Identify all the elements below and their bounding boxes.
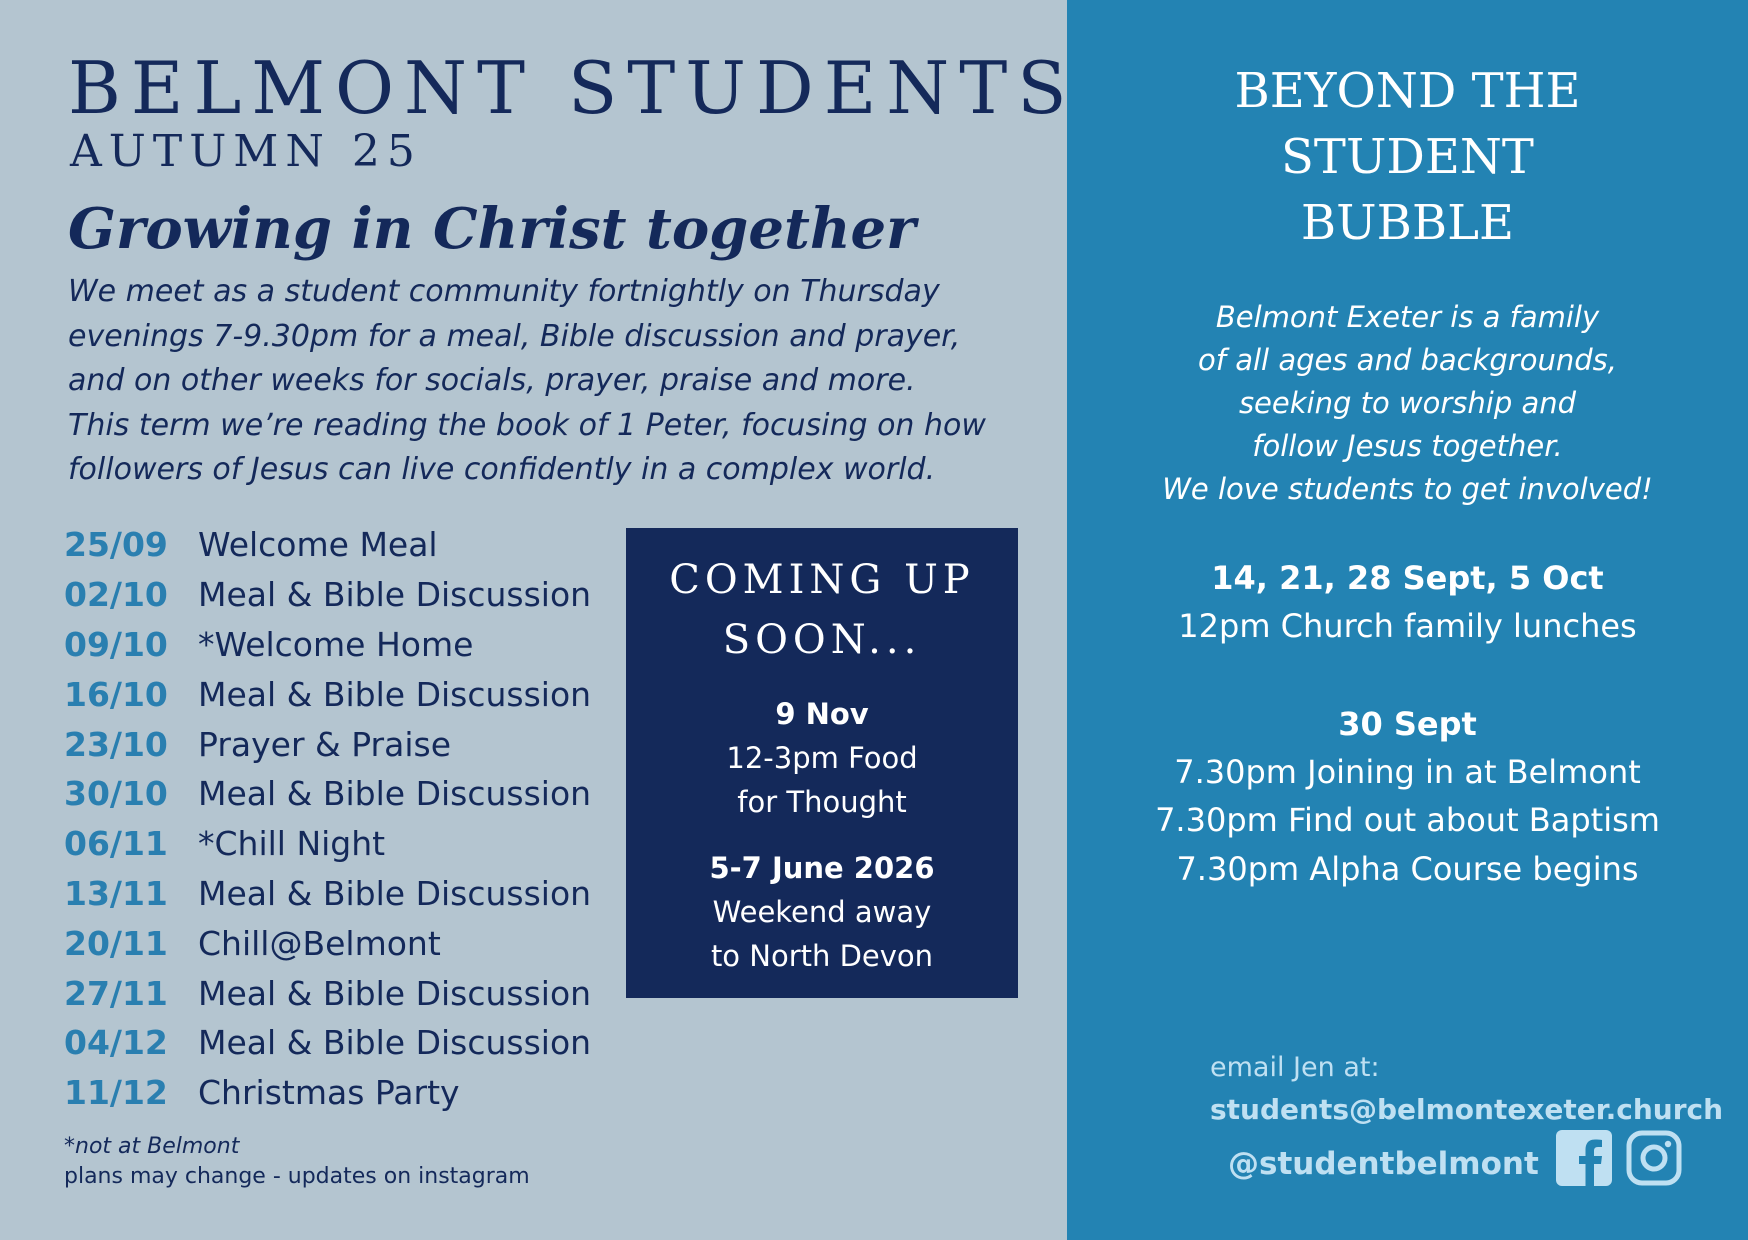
right-paragraph-line: seeking to worship and: [1238, 386, 1577, 420]
intro-line: We meet as a student community fortnightly on Thursday: [68, 274, 940, 309]
right-heading-line: BUBBLE: [1300, 195, 1515, 251]
instagram-icon[interactable]: [1626, 1130, 1682, 1186]
right-paragraph-line: We love students to get involved!: [1162, 472, 1653, 506]
right-paragraph-line: follow Jesus together.: [1252, 429, 1563, 463]
coming-up-heading-line: COMING UP: [669, 557, 975, 603]
coming-up-heading: [626, 550, 1018, 670]
coming-up-heading-line: SOON...: [722, 617, 922, 663]
schedule-date: 13/11: [64, 873, 168, 913]
coming-up-text: for Thought: [737, 785, 907, 819]
schedule-date: 25/09: [64, 525, 168, 565]
schedule-event: Prayer & Praise: [198, 724, 451, 764]
coming-up-text: to North Devon: [710, 939, 934, 973]
lunches-text: 12pm Church family lunches: [1178, 607, 1637, 645]
schedule-date: 23/10: [64, 724, 168, 764]
sept-event: 7.30pm Alpha Course begins: [1176, 850, 1639, 888]
schedule-row: [64, 620, 624, 670]
instagram-handle[interactable]: @studentbelmont: [1228, 1146, 1539, 1182]
intro-line: evenings 7-9.30pm for a meal, Bible discussion and prayer,: [68, 318, 961, 354]
schedule-event: Meal & Bible Discussion: [198, 873, 592, 913]
schedule-notes: [64, 1132, 530, 1192]
schedule-date: 06/11: [64, 824, 168, 864]
schedule-event: *Welcome Home: [198, 624, 474, 664]
schedule-date: 04/12: [64, 1023, 168, 1063]
schedule-row: [64, 570, 624, 620]
coming-up-box: [626, 528, 1018, 998]
schedule-date: 02/10: [64, 575, 168, 615]
schedule-event: *Chill Night: [198, 824, 386, 864]
intro-line: followers of Jesus can live confidently in a complex world.: [68, 452, 936, 487]
schedule-row: [64, 669, 624, 719]
coming-up-date: 9 Nov: [775, 697, 869, 731]
sept-event: 7.30pm Joining in at Belmont: [1174, 753, 1641, 791]
schedule-date: 27/11: [64, 973, 168, 1013]
right-heading-line: BEYOND THE: [1234, 63, 1581, 119]
facebook-icon[interactable]: [1556, 1130, 1612, 1186]
schedule-event: Meal & Bible Discussion: [198, 674, 592, 714]
schedule-row: [64, 1018, 624, 1068]
coming-up-event: [626, 846, 1018, 978]
schedule-date: 11/12: [64, 1073, 168, 1113]
plans-note: plans may change - updates on instagram: [64, 1164, 530, 1189]
schedule-row: [64, 819, 624, 869]
schedule-event: Meal & Bible Discussion: [198, 575, 592, 615]
right-heading-line: STUDENT: [1281, 129, 1534, 185]
sept-event: 7.30pm Find out about Baptism: [1155, 801, 1660, 839]
right-paragraph-line: Belmont Exeter is a family: [1215, 300, 1600, 334]
term-subtitle: AUTUMN 25: [70, 126, 422, 177]
coming-up-text: 12-3pm Food: [726, 741, 918, 775]
schedule-date: 09/10: [64, 624, 168, 664]
schedule-event: Christmas Party: [198, 1073, 460, 1113]
page-title: BELMONT STUDENTS: [68, 46, 1077, 130]
schedule-row: [64, 719, 624, 769]
schedule-event: Meal & Bible Discussion: [198, 973, 592, 1013]
coming-up-event: [626, 692, 1018, 824]
right-paragraph-line: of all ages and backgrounds,: [1198, 343, 1617, 377]
schedule-list: [64, 520, 624, 1118]
right-heading: [1067, 58, 1748, 256]
footnote: *not at Belmont: [64, 1134, 240, 1159]
schedule-row: [64, 520, 624, 570]
lunches-date: 14, 21, 28 Sept, 5 Oct: [1211, 559, 1604, 597]
intro-line: and on other weeks for socials, prayer, praise and more.: [68, 363, 916, 398]
email-link[interactable]: students@belmontexeter.church: [1210, 1093, 1724, 1126]
schedule-row: [64, 918, 624, 968]
schedule-event: Meal & Bible Discussion: [198, 774, 592, 814]
schedule-row: [64, 869, 624, 919]
schedule-date: 30/10: [64, 774, 168, 814]
schedule-date: 16/10: [64, 674, 168, 714]
schedule-row: [64, 1068, 624, 1118]
email-label: email Jen at:: [1210, 1052, 1380, 1083]
coming-up-text: Weekend away: [712, 895, 932, 929]
sept-date: 30 Sept: [1338, 705, 1477, 743]
schedule-row: [64, 968, 624, 1018]
coming-up-date: 5-7 June 2026: [709, 851, 935, 885]
intro-line: This term we’re reading the book of 1 Peter, focusing on how: [68, 407, 986, 443]
schedule-event: Chill@Belmont: [198, 923, 441, 963]
intro-paragraph: [68, 270, 1028, 493]
schedule-row: [64, 769, 624, 819]
schedule-date: 20/11: [64, 923, 168, 963]
right-paragraph: [1067, 296, 1748, 511]
schedule-event: Meal & Bible Discussion: [198, 1023, 592, 1063]
tagline: Growing in Christ together: [68, 196, 916, 262]
schedule-event: Welcome Meal: [198, 525, 438, 565]
